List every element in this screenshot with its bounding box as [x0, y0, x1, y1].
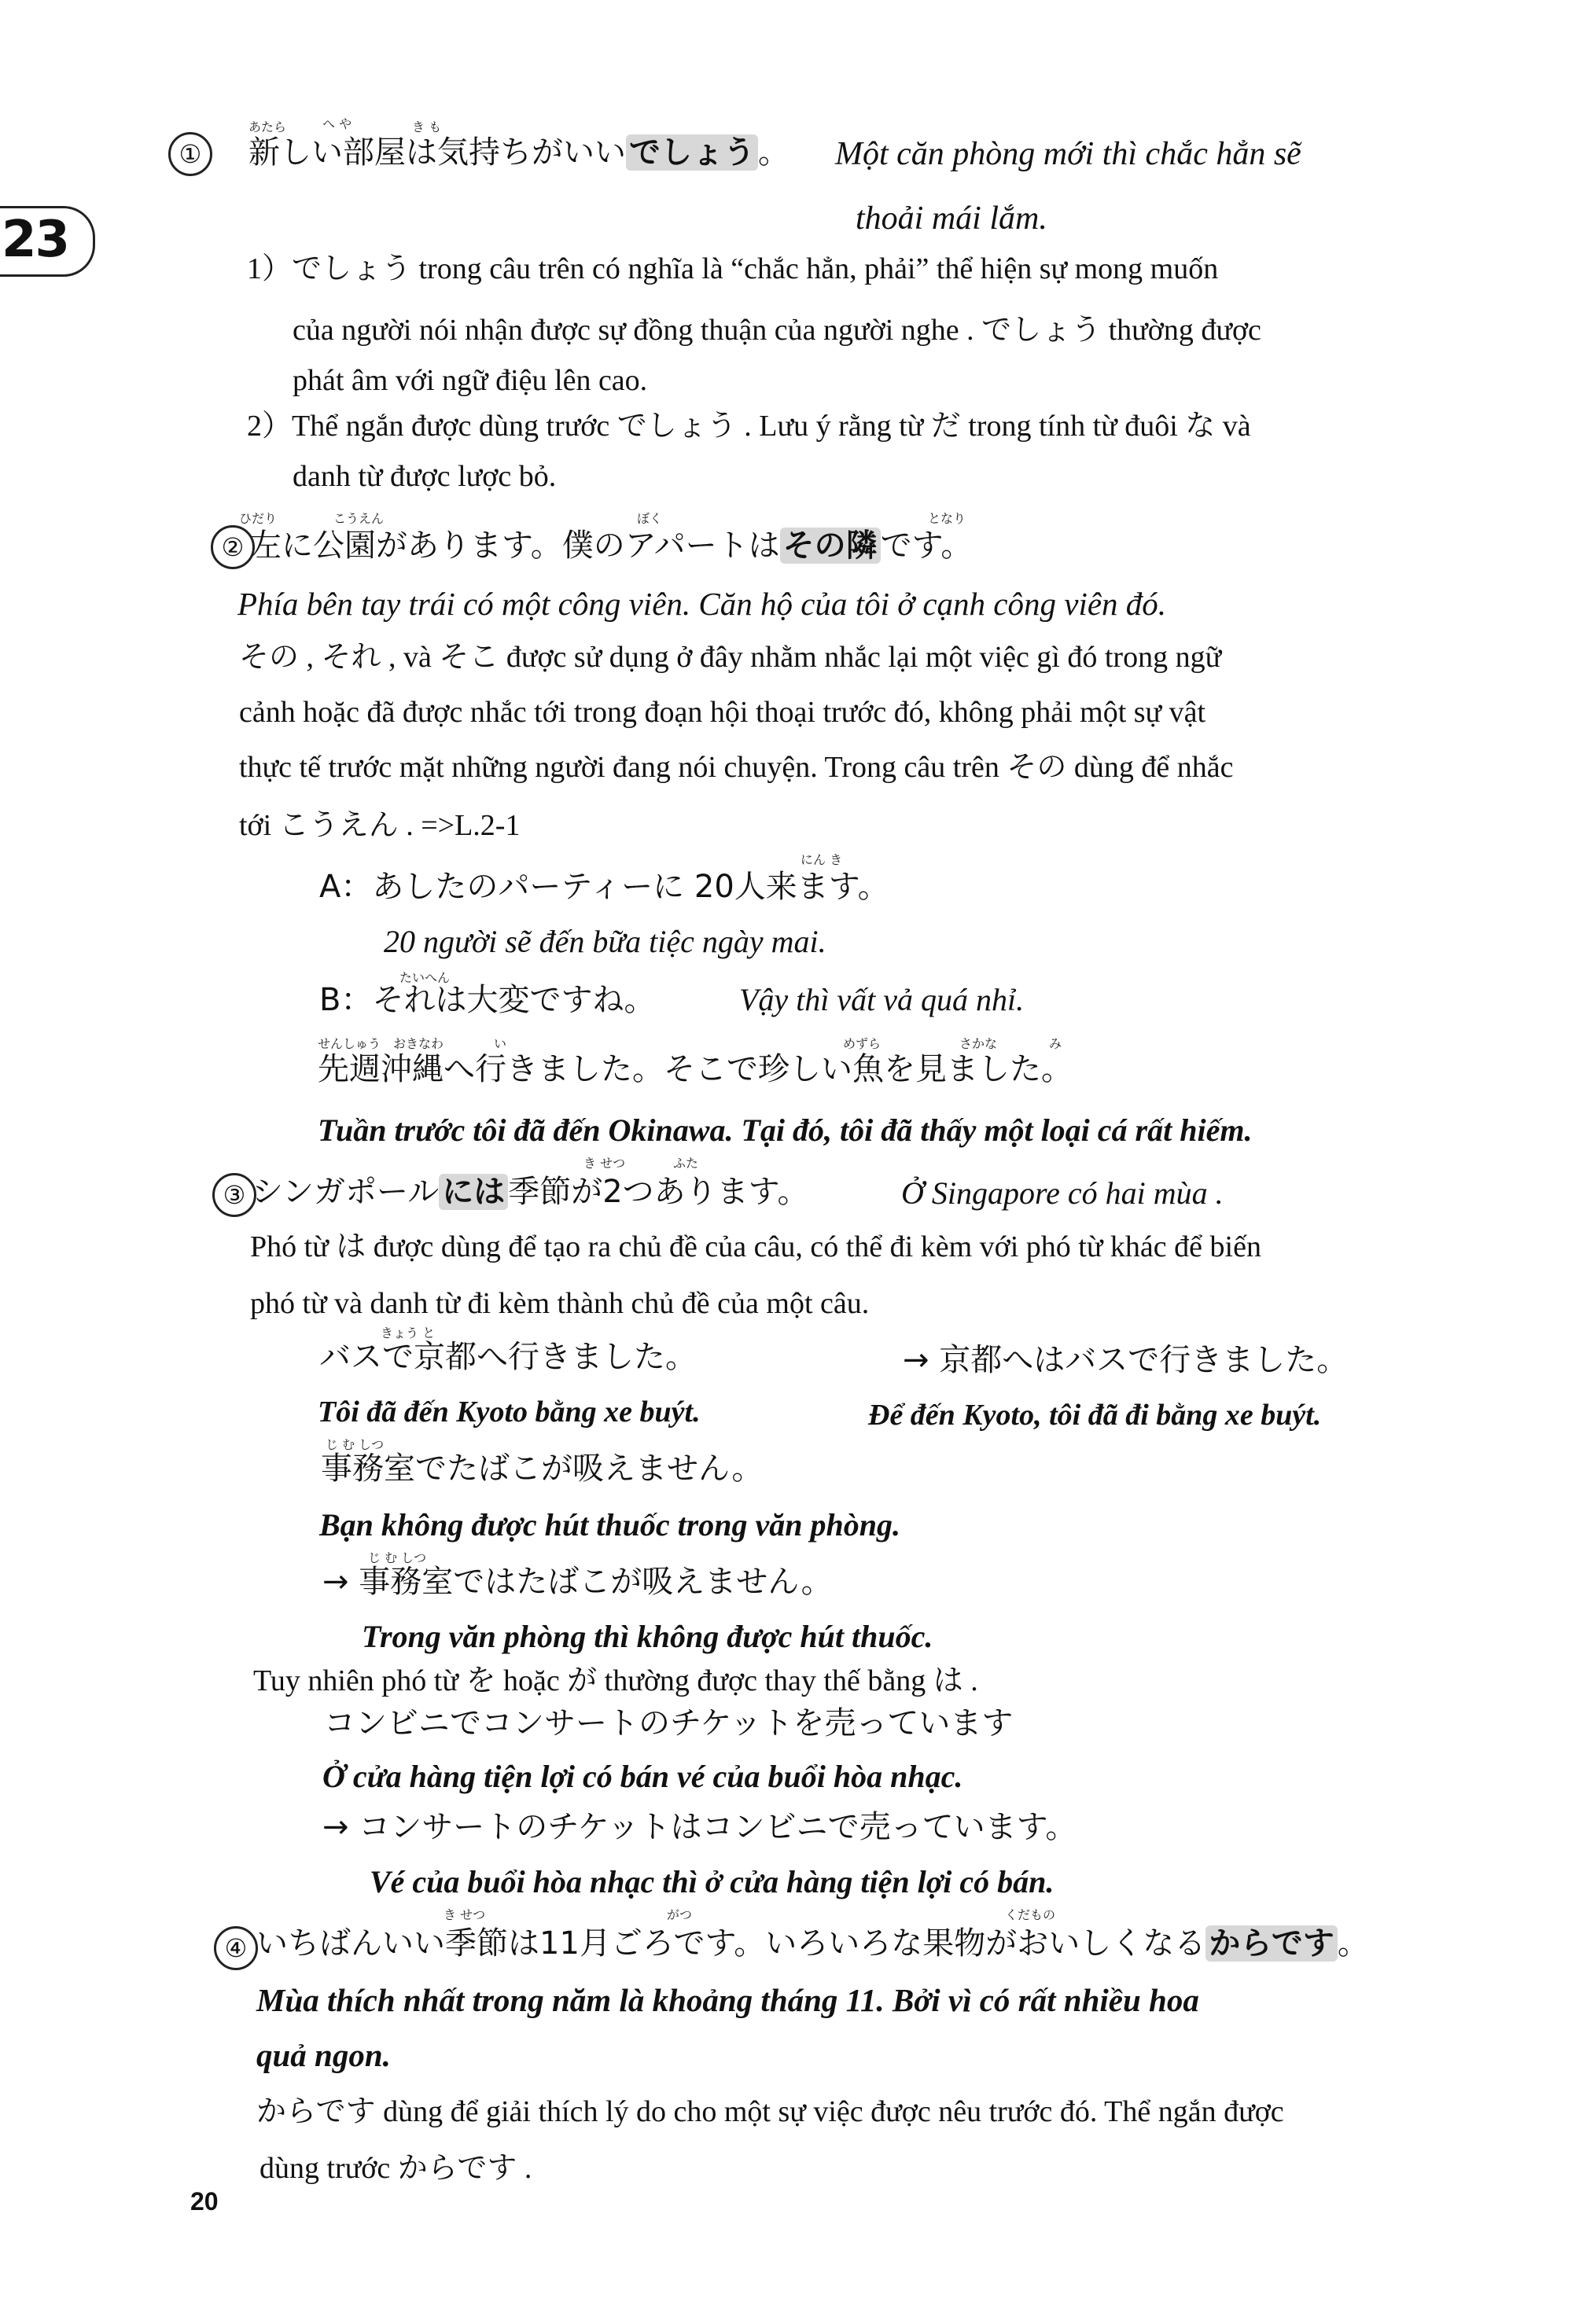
grammar-highlight: でしょう — [626, 134, 758, 171]
section-2-heading-jp: 左に公園があります。僕のアパートは その隣 です。 — [250, 528, 973, 564]
section-3-heading-jp: シンガポール には 季節が2つあります。 — [252, 1174, 809, 1210]
furigana: ひだり — [239, 511, 278, 526]
furigana: たいへん — [399, 970, 451, 985]
section-number-2: ② — [211, 525, 255, 569]
furigana: ぼく — [637, 511, 663, 526]
example-vi: Tôi đã đến Kyoto bằng xe buýt. — [318, 1396, 701, 1429]
example-vi: Ở cửa hàng tiện lợi có bán vé của buổi hòa nhạc. — [322, 1759, 963, 1794]
example-arrow-vi: Trong văn phòng thì không được hút thuốc. — [362, 1619, 933, 1654]
example-arrow-vi: Vé của buổi hòa nhạc thì ở cửa hàng tiện lợi có bán. — [370, 1864, 1055, 1899]
example-jp: バスで京都へ行きました。 — [319, 1339, 697, 1375]
furigana: となり — [928, 511, 966, 526]
example-a-vi: 20 người sẽ đến bữa tiệc ngày mai. — [384, 924, 826, 959]
example-arrow-vi: Để đến Kyoto, tôi đã đi bằng xe buýt. — [868, 1399, 1322, 1432]
body-line: Phó từ は được dùng để tạo ra chủ đề của câu, có thể đi kèm với phó từ khác để biến — [250, 1230, 1261, 1263]
body-line: thực tế trước mặt những người đang nói chuyện. Trong câu trên その dùng để nhắc — [239, 751, 1234, 784]
example-a-jp: A：あしたのパーティーに 20人来ます。 — [319, 869, 889, 905]
furigana: き せつ — [583, 1156, 626, 1171]
grammar-highlight: には — [439, 1174, 508, 1210]
section-number-1: ① — [168, 132, 212, 176]
note-line: của người nói nhận được sự đồng thuận của người nghe . でしょう thường được — [293, 314, 1261, 347]
furigana: めずら — [843, 1036, 882, 1051]
furigana: あたら — [248, 120, 287, 134]
furigana: くだもの — [1005, 1907, 1056, 1922]
furigana: にん き — [801, 852, 843, 867]
furigana: じ む しつ — [326, 1437, 385, 1452]
furigana: き せつ — [444, 1907, 486, 1922]
example-vi: Bạn không được hút thuốc trong văn phòng. — [319, 1507, 900, 1543]
page-number: 20 — [190, 2187, 219, 2216]
body-line: dùng trước からです . — [259, 2152, 532, 2185]
note-line: danh từ được lược bỏ. — [293, 460, 557, 493]
section-4-heading-jp: いちばんいい季節は11月ごろです。いろいろな果物がおいしくなる からです 。 — [256, 1925, 1369, 1962]
furigana: きょう と — [381, 1326, 436, 1340]
grammar-highlight: その隣 — [780, 528, 881, 564]
section-3-heading-vi: Ở Singapore có hai mùa . — [901, 1175, 1224, 1211]
note-line: 1）でしょう trong câu trên có nghĩa là “chắc hẳn, phải” thể hiện sự mong muốn — [247, 252, 1219, 285]
example-arrow-jp: → 事務室ではたばこが吸えません。 — [322, 1564, 833, 1600]
section-4-heading-vi-cont: quả ngon. — [256, 2037, 391, 2073]
furigana: がつ — [667, 1907, 693, 1922]
section-1-heading-jp: 新しい部屋は気持ちがいい でしょう 。 — [248, 134, 790, 171]
section-number-4: ④ — [214, 1926, 258, 1970]
body-line: tới こうえん . =>L.2-1 — [239, 809, 521, 842]
body-line: その , それ , và そこ được sử dụng ở đây nhằm nhắc lại một việc gì đó trong ngữ — [239, 641, 1222, 674]
furigana: み — [1049, 1036, 1062, 1051]
example-c-vi: Tuần trước tôi đã đến Okinawa. Tại đó, tôi đã thấy một loại cá rất hiếm. — [318, 1112, 1253, 1148]
furigana: ふた — [673, 1156, 699, 1171]
furigana: せんしゅう — [318, 1036, 381, 1051]
note-line: phát âm với ngữ điệu lên cao. — [293, 364, 648, 397]
furigana: さかな — [959, 1036, 998, 1051]
body-line: phó từ và danh từ đi kèm thành chủ đề của một câu. — [250, 1287, 870, 1320]
section-4-heading-vi: Mùa thích nhất trong năm là khoảng tháng 11. Bởi vì có rất nhiều hoa — [256, 1982, 1199, 2018]
furigana: こうえん — [333, 511, 385, 526]
furigana: い — [494, 1036, 507, 1051]
example-c-jp: 先週沖縄へ行きました。そこで珍しい魚を見ました。 — [318, 1051, 1073, 1087]
example-b-jp: B：それは大変ですね。 — [319, 982, 656, 1018]
lesson-number: 23 — [2, 211, 69, 269]
furigana: じ む しつ — [368, 1550, 427, 1565]
example-b-vi: Vậy thì vất vả quá nhỉ. — [739, 982, 1025, 1017]
example-arrow-jp: → 京都へはバスで行きました。 — [903, 1342, 1349, 1378]
section-number-3: ③ — [212, 1173, 256, 1217]
furigana: おきなわ — [393, 1036, 444, 1051]
note-line: Tuy nhiên phó từ を hoặc が thường được thay thế bằng は . — [253, 1664, 978, 1697]
example-arrow-jp: → コンサートのチケットはコンビニで売っています。 — [322, 1809, 1077, 1845]
example-jp: コンビニでコンサートのチケットを売っています — [324, 1705, 1014, 1741]
note-line: 2）Thể ngắn được dùng trước でしょう . Lưu ý rằng từ だ trong tính từ đuôi な và — [247, 410, 1251, 443]
body-line: からです dùng để giải thích lý do cho một sự việc được nêu trước đó. Thể ngắn được — [256, 2095, 1284, 2128]
section-1-heading-vi-cont: thoải mái lắm. — [856, 200, 1047, 237]
grammar-highlight: からです — [1205, 1925, 1338, 1962]
body-line: cảnh hoặc đã được nhắc tới trong đoạn hội thoại trước đó, không phải một sự vật — [239, 696, 1206, 729]
section-1-heading-vi: Một căn phòng mới thì chắc hẳn sẽ — [835, 136, 1301, 172]
furigana: き も — [412, 120, 442, 134]
example-jp: 事務室でたばこが吸えません。 — [321, 1451, 764, 1487]
section-2-heading-vi: Phía bên tay trái có một công viên. Căn hộ của tôi ở cạnh công viên đó. — [237, 586, 1167, 622]
lesson-tab — [0, 206, 95, 277]
furigana: へ や — [322, 116, 352, 131]
